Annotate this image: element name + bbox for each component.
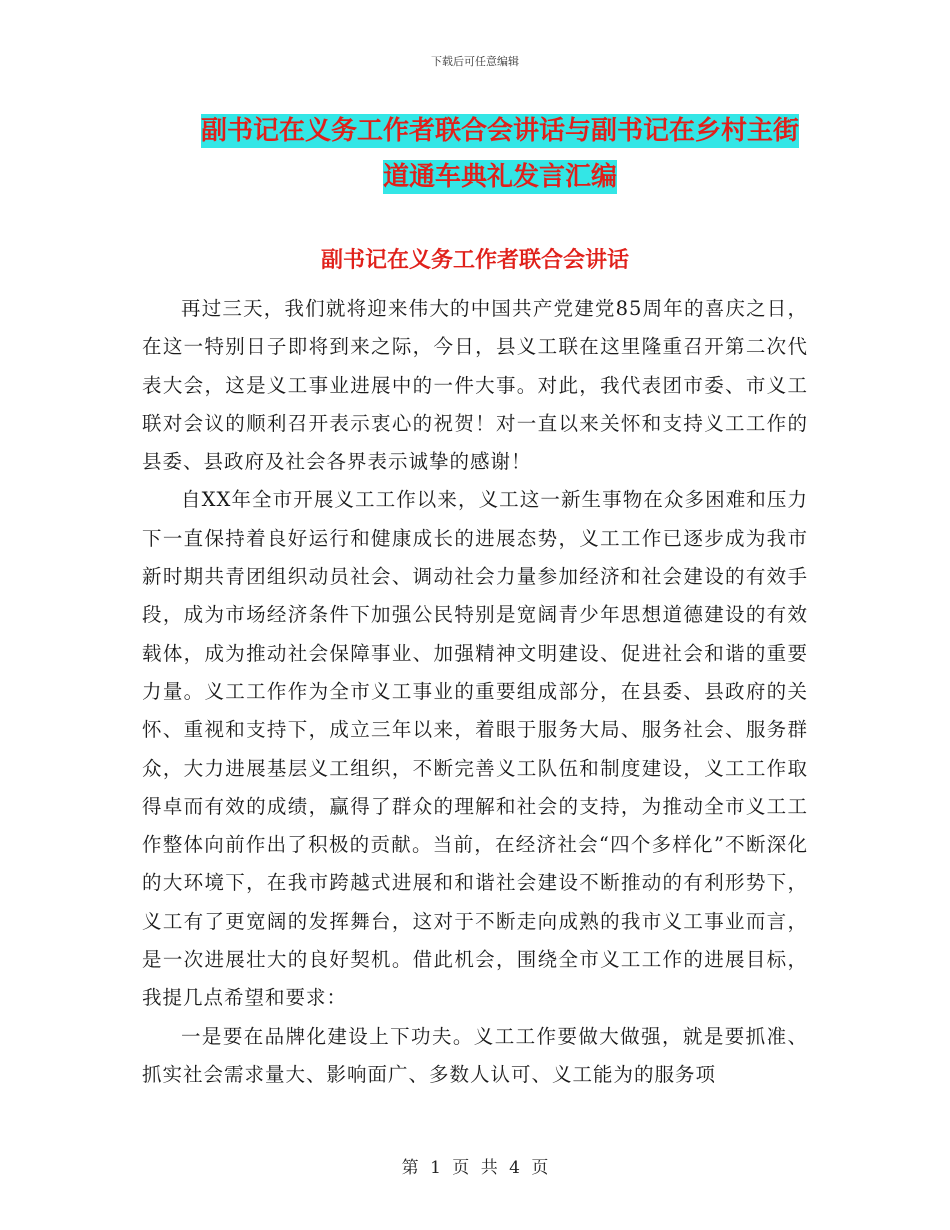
paragraph: 再过三天，我们就将迎来伟大的中国共产党建党85周年的喜庆之日，在这一特别日子即将到来之际，今日，县义工联在这里隆重召开第二次代表大会，这是义工事业进展中的一件大事。对此，我代表团市委、市义工联对会议的顺利召开表示衷心的祝贺！对一直以来关怀和支持义工工作的县委、县政府及社会各界表示诚挚的感谢！ bbox=[142, 297, 808, 474]
paragraph: 一是要在品牌化建设上下功夫。义工工作要做大做强，就是要抓准、抓实社会需求量大、影响面广、多数人认可、义工能为的服务项 bbox=[142, 1024, 808, 1086]
title-line-2: 道通车典礼发言汇编 bbox=[382, 162, 617, 192]
body-text bbox=[142, 290, 808, 1094]
section-title: 副书记在义务工作者联合会讲话 bbox=[320, 247, 629, 273]
document-title bbox=[140, 108, 860, 200]
header-note: 下载后可任意编辑 bbox=[431, 55, 519, 68]
paragraph: 自XX年全市开展义工工作以来，义工这一新生事物在众多困难和压力下一直保持着良好运行和健康成长的进展态势，义工工作已逐步成为我市新时期共青团组织动员社会、调动社会力量参加经济和社会建设的有效手段，成为市场经济条件下加强公民特别是宽阔青少年思想道德建设的有效载体，成为推动社会保障事业、加强精神文明建设、促进社会和谐的重要力量。义工工作作为全市义工事业的重要组成部分，在县委、县政府的关怀、重视和支持下，成立三年以来，着眼于服务大局、服务社会、服务群众，大力进展基层义工组织，不断完善义工队伍和制度建设，义工工作取得卓而有效的成绩，赢得了群众的理解和社会的支持，为推动全市义工工作整体向前作出了积极的贡献。当前，在经济社会“四个多样化”不断深化的大环境下，在我市跨越式进展和和谐社会建设不断推动的有利形势下，义工有了更宽阔的发挥舞台，这对于不断走向成熟的我市义工事业而言，是一次进展壮大的良好契机。借此机会，围绕全市义工工作的进展目标，我提几点希望和要求： bbox=[142, 488, 808, 1010]
page-footer: 第 1 页 共 4 页 bbox=[401, 1158, 549, 1178]
title-line-1: 副书记在义务工作者联合会讲话与副书记在乡村主街 bbox=[200, 116, 799, 146]
